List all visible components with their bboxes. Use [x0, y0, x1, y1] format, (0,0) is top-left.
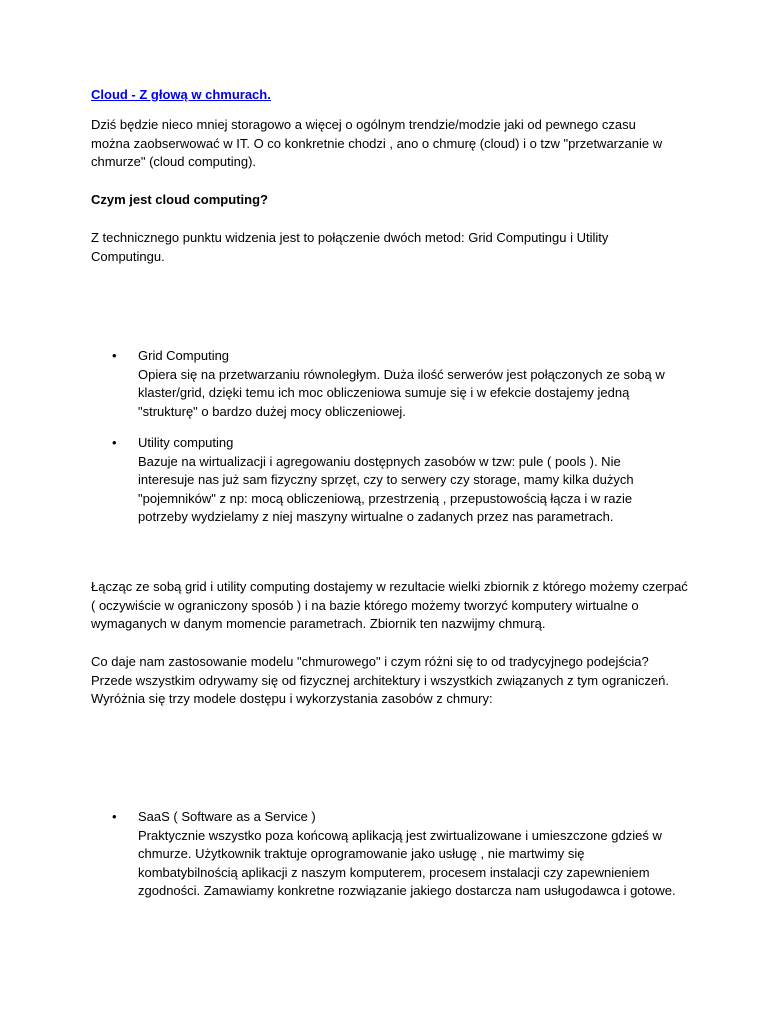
bullet-icon: •	[112, 348, 117, 363]
bullet-icon: •	[112, 809, 117, 824]
list-item-saas	[112, 808, 678, 901]
section-heading: Czym jest cloud computing?	[91, 192, 268, 207]
list-item-body: Opiera się na przetwarzaniu równoległym. Duża ilość serwerów jest połączonych ze sobą w klaster/grid, dzięki temu ich moc obliczeniowa sumuje się i w efekcie dostajemy jedną "strukturę" o bardzo dużej mocy obliczeniowej.	[138, 366, 665, 419]
list-item-body: Bazuje na wirtualizacji i agregowaniu dostępnych zasobów w tzw: pule ( pools ). Nie interesuje nas już sam fizyczny sprzęt, czy to serwery czy storage, mamy kilka dużych "pojemników" z np: mocą obliczeniową, przestrzenią , przepustowością łącza i w razie potrzeby wydzielamy z niej maszyny wirtualne o zadanych przez nas parametrach.	[138, 453, 634, 524]
summary-paragraph: Łącząc ze sobą grid i utility computing dostajemy w rezultacie wielki zbiornik z którego możemy czerpać ( oczywiście w ograniczony sposób ) i na bazie którego możemy tworzyć komputery wirtualne o wymaganych w danym momencie parametrach. Zbiornik ten nazwijmy chmurą.	[91, 579, 688, 631]
list-item-title: Grid Computing	[138, 348, 230, 363]
question-paragraph: Co daje nam zastosowanie modelu "chmurowego" i czym różni się to od tradycyjnego podejścia? Przede wszystkim odrywamy się od fizycznej architektury i wszystkich związanych z tym ograniczeń. Wyróżnia się trzy modele dostępu i wykorzystania zasobów z chmury:	[91, 654, 669, 706]
list-item-body: Praktycznie wszystko poza końcową aplikacją jest zwirtualizowane i umieszczone gdzieś w chmurze. Użytkownik traktuje oprogramowanie jako usługę , nie martwimy się kombatybilnością aplikacji z naszym komputerem, procesem instalacji czy zapewnieniem zgodności. Zamawiamy konkretne rozwiązanie jakiego dostarcza nam usługodawca i gotowe.	[138, 827, 676, 898]
list-item-grid-computing	[112, 347, 674, 421]
definition-paragraph: Z technicznego punktu widzenia jest to połączenie dwóch metod: Grid Computingu i Utility Computingu.	[91, 230, 609, 264]
list-item-title: Utility computing	[138, 435, 234, 450]
bullet-icon: •	[112, 435, 117, 450]
intro-paragraph: Dziś będzie nieco mniej storagowo a więcej o ogólnym trendzie/modzie jaki od pewnego czasu można zaobserwować w IT. O co konkretnie chodzi , ano o chmurę (cloud) i o tzw "przetwarzanie w chmurze" (cloud computing).	[91, 117, 663, 169]
list-item-title: SaaS ( Software as a Service )	[138, 809, 316, 824]
document-title-link[interactable]: Cloud - Z głową w chmurach.	[91, 87, 271, 102]
list-item-utility-computing	[112, 434, 638, 527]
title-row	[91, 86, 691, 105]
